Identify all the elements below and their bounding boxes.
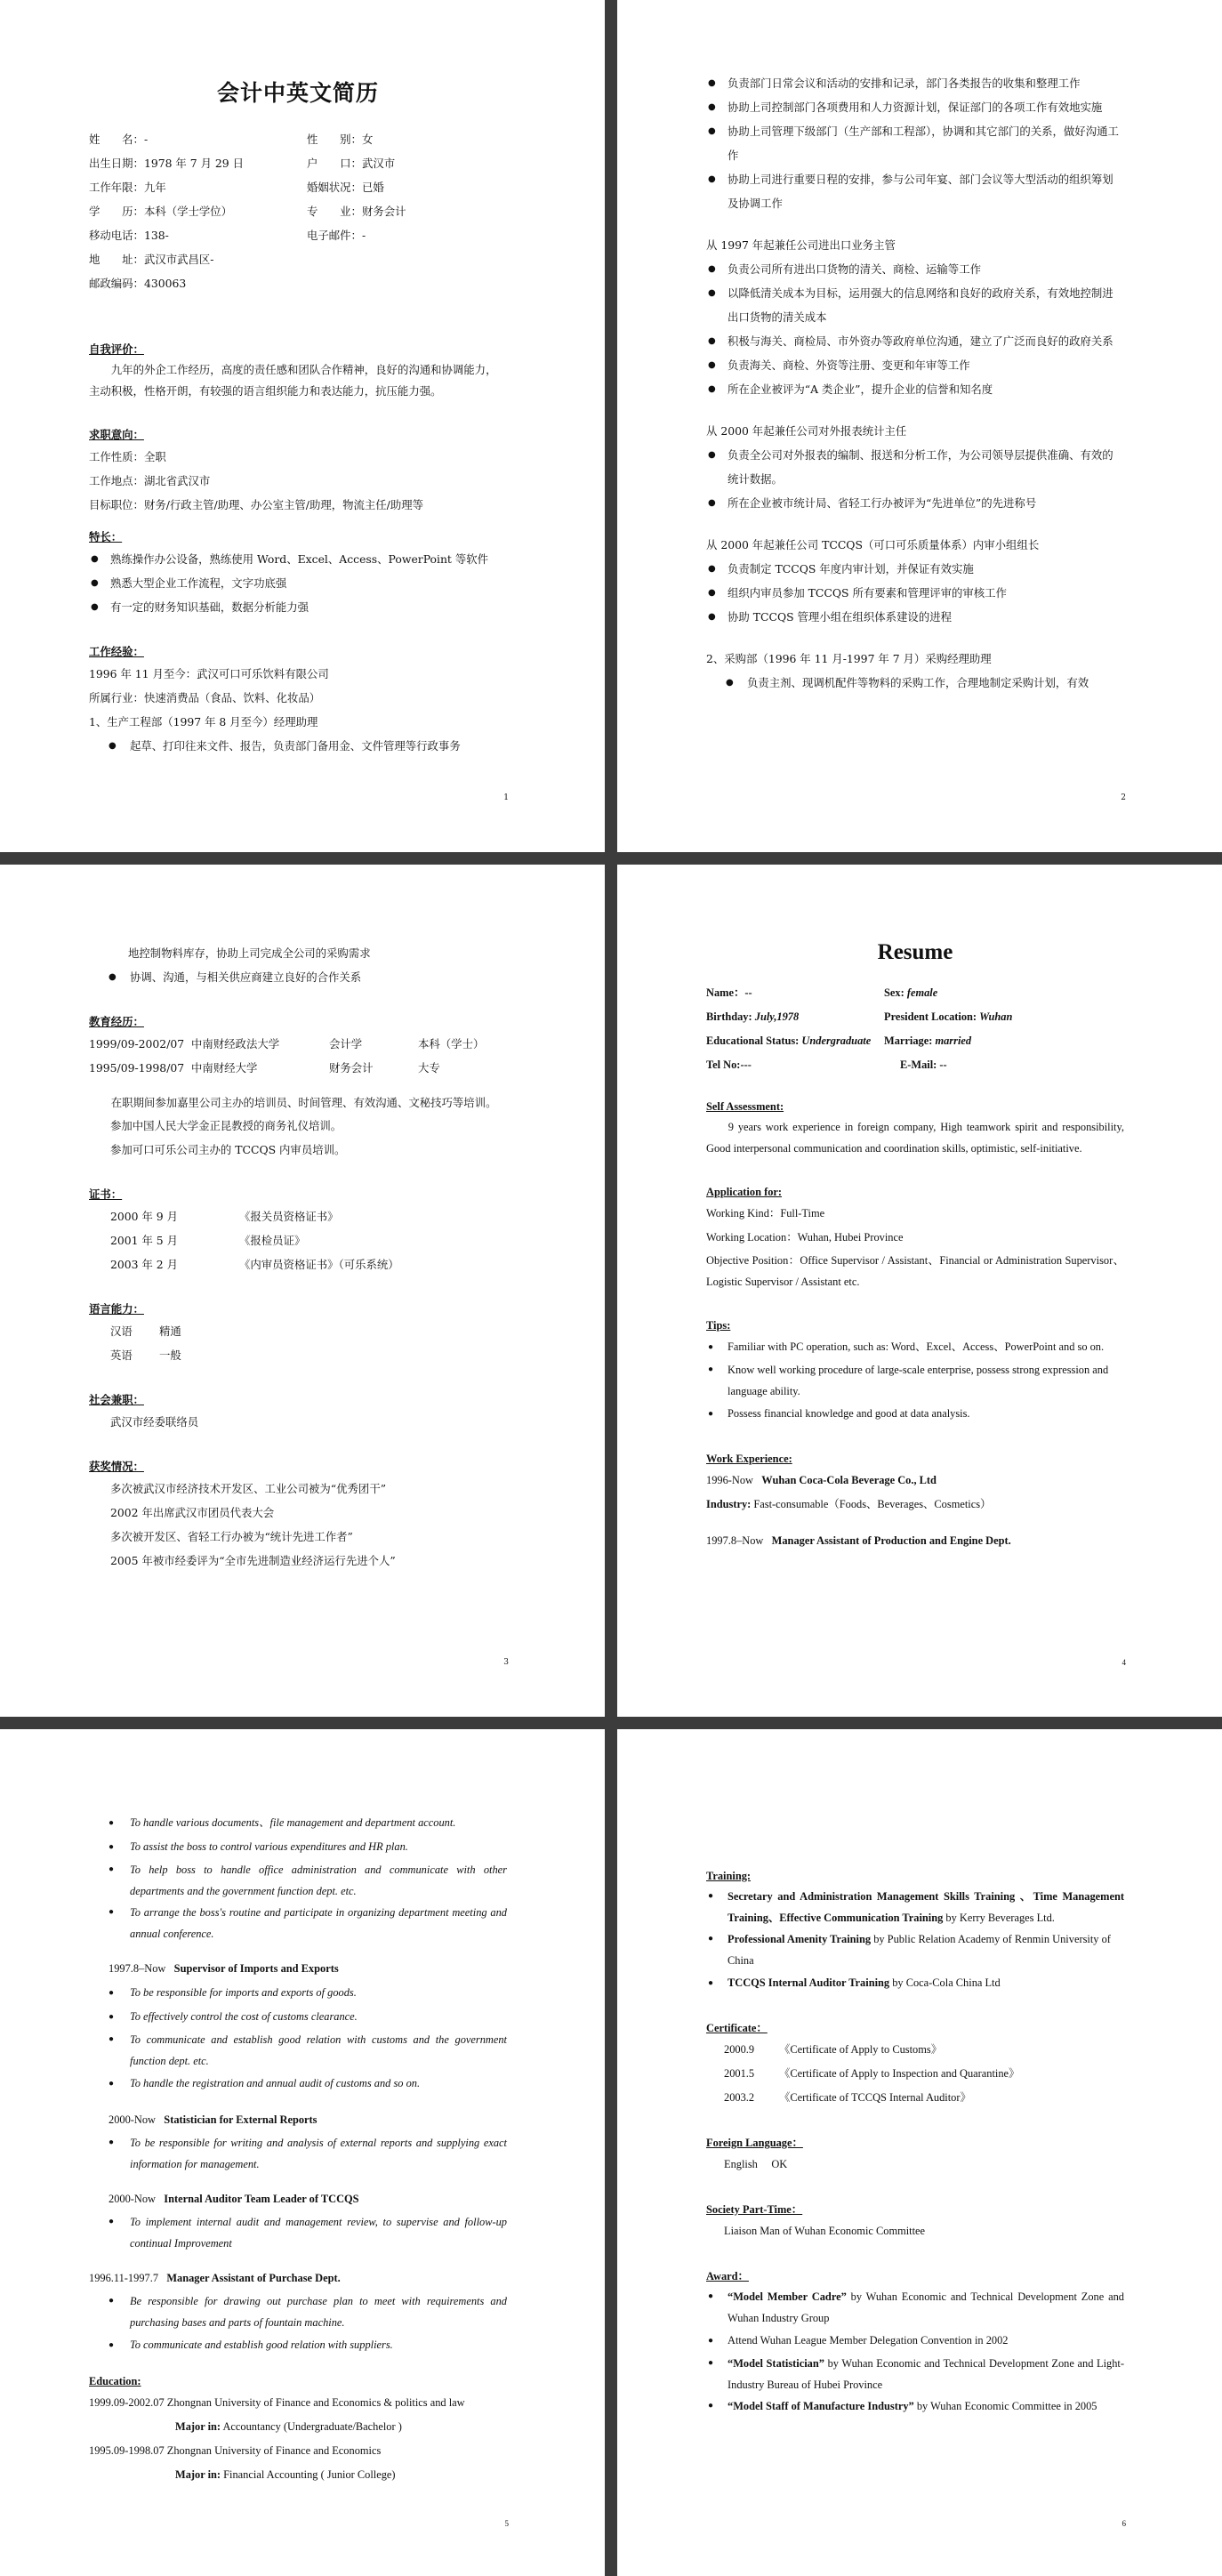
- social-heading: 社会兼职：: [89, 1393, 144, 1406]
- cert-heading: 证书：: [89, 1187, 123, 1201]
- edu-major: 财务会计: [329, 1061, 374, 1075]
- tip-item: ● Familiar with PC operation, such as: Word、Excel、Access、PowerPoint and so on.: [706, 1335, 1124, 1359]
- page-number: 6: [1122, 2519, 1126, 2528]
- language-name: 汉语: [110, 1324, 133, 1338]
- language-heading: 语言能力：: [89, 1302, 144, 1316]
- duty-item: ● To communicate and establish good relation with customs and the government function dept. etc.: [89, 2029, 507, 2072]
- birthday-value: July,1978: [754, 1010, 800, 1023]
- continued-text: 地控制物料库存，协助上司完成全公司的采购需求: [128, 946, 371, 960]
- foreign-language-heading: Foreign Language：: [706, 2137, 803, 2149]
- education-heading: 教育经历：: [89, 1015, 144, 1028]
- education-line: 1999.09-2002.07 Zhongnan University of Finance and Economics & politics and law: [89, 2396, 465, 2409]
- page-number: 5: [504, 2519, 509, 2528]
- info-degree: 学 历：本科（学士学位）: [89, 205, 233, 218]
- cert-date: 2003 年 2 月: [110, 1258, 179, 1271]
- page-number: 4: [1122, 1658, 1126, 1667]
- industry-label: Industry:: [706, 1498, 752, 1510]
- work-heading: 工作经验：: [89, 645, 144, 658]
- work-company-line: [706, 1469, 1124, 1493]
- education-heading-en: Education:: [89, 2375, 141, 2387]
- social-text: 武汉市经委联络员: [110, 1415, 199, 1429]
- personal-info-en: [706, 981, 1124, 1077]
- award-heading: Award：: [706, 2270, 749, 2282]
- duty-item: ● To handle various documents、file management and department account.: [89, 1811, 507, 1835]
- page-3: [0, 865, 605, 1717]
- duty-item: ● 协助上司控制部门各项费用和人力资源计划，保证部门的各项工作有效地实施: [706, 95, 1124, 119]
- award-name: “Model Statistician”: [728, 2357, 824, 2370]
- award-item: 多次被开发区、省轻工行办被为“统计先进工作者”: [110, 1530, 353, 1543]
- resume-title-en: Resume: [877, 940, 953, 964]
- duty-item: ● To arrange the boss's routine and participate in organizing department meeting and annual conference.: [89, 1902, 507, 1944]
- role-heading: 2、采购部（1996 年 11 月-1997 年 7 月）采购经理助理: [706, 652, 992, 665]
- marriage-value: married: [935, 1034, 972, 1047]
- edu-date: 1995/09-1998/07: [89, 1061, 185, 1075]
- work-position: Manager Assistant of Production and Engine Dept.: [771, 1534, 1011, 1547]
- work-date: 2000-Now: [109, 2193, 156, 2205]
- duty-item: ● To communicate and establish good relation with suppliers.: [89, 2333, 507, 2357]
- society-heading: Society Part-Time：: [706, 2203, 803, 2216]
- self-assessment-text: 9 years work experience in foreign company, High teamwork spirit and responsibility, Good interpersonal communication and coordination skills, optimistic, self-initiative.: [706, 1121, 1124, 1155]
- cert-row: [706, 2038, 1124, 2062]
- duty-item: ● 负责全公司对外报表的编制、报送和分析工作，为公司领导层提供准确、有效的统计数据。: [706, 443, 1124, 491]
- marriage-label: Marriage:: [884, 1034, 933, 1047]
- skills-heading: 特长：: [89, 530, 123, 543]
- education-line: 1995.09-1998.07 Zhongnan University of Finance and Economics: [89, 2444, 382, 2457]
- training-heading: Training:: [706, 1870, 752, 1882]
- name-value: --: [744, 986, 752, 999]
- cert-name: 《Certificate of Apply to Inspection and Quarantine》: [779, 2067, 1020, 2080]
- industry-line: [706, 1493, 1124, 1517]
- award-item: [706, 2286, 1124, 2329]
- page-6: [617, 1729, 1222, 2576]
- training-provider: by Kerry Beverages Ltd.: [943, 1912, 1055, 1924]
- award-name: “Model Member Cadre”: [728, 2290, 847, 2303]
- duty-item: ● 负责主剂、现调机配件等物料的采购工作，合理地制定采购计划，有效: [706, 671, 1124, 695]
- work-position: Supervisor of Imports and Exports: [173, 1962, 339, 1975]
- education-row: [89, 1056, 507, 1080]
- position-line: [89, 2108, 507, 2132]
- info-address: 地 址：武汉市武昌区-: [89, 253, 214, 266]
- info-gender: 性 别：女: [307, 133, 374, 146]
- duty-item: ● 组织内审员参加 TCCQS 所有要素和管理评审的审核工作: [706, 581, 1124, 605]
- award-source: by Wuhan Economic Committee in 2005: [913, 2400, 1097, 2412]
- training-line: 参加可口可乐公司主办的 TCCQS 内审员培训。: [110, 1143, 346, 1156]
- birthday-label: Birthday:: [706, 1010, 752, 1023]
- self-assessment-heading: Self Assessment:: [706, 1100, 784, 1113]
- work-company: Wuhan Coca-Cola Beverage Co., Ltd: [761, 1474, 937, 1486]
- language-level: 精通: [159, 1324, 181, 1338]
- cert-row: [706, 2062, 1124, 2086]
- tel-value: ---: [740, 1059, 752, 1071]
- job-intent-heading: 求职意向：: [89, 428, 144, 441]
- award-item: [706, 2353, 1124, 2395]
- duty-item: ● 协助上司进行重要日程的安排，参与公司年宴、部门会议等大型活动的组织筹划及协调工作: [706, 167, 1124, 215]
- major-value: Financial Accounting ( Junior College): [223, 2468, 396, 2481]
- tips-heading: Tips:: [706, 1319, 731, 1332]
- edu-school: 中南财经大学: [191, 1061, 258, 1075]
- foreign-language-text: English OK: [724, 2158, 788, 2170]
- personal-info: [89, 127, 507, 295]
- edu-status-label: Educational Status:: [706, 1034, 800, 1047]
- duty-item: ● 负责公司所有进出口货物的清关、商检、运输等工作: [706, 257, 1124, 281]
- awards-heading: 获奖情况：: [89, 1460, 144, 1473]
- award-item: [706, 2395, 1124, 2417]
- duty-item: ● 协助 TCCQS 管理小组在组织体系建设的进程: [706, 605, 1124, 629]
- training-provider: by Coca-Cola China Ltd: [889, 1976, 1001, 1989]
- award-item: 2002 年出席武汉市团员代表大会: [110, 1506, 275, 1519]
- application-heading: Application for:: [706, 1186, 783, 1198]
- training-line: 在职期间参加嘉里公司主办的培训员、时间管理、有效沟通、文秘技巧等培训。: [110, 1096, 497, 1109]
- info-marriage: 婚姻状况：已婚: [307, 181, 384, 194]
- duty-item: ● Be responsible for drawing out purchase plan to meet with requirements and purchasing bases and parts of fountain machine.: [89, 2290, 507, 2333]
- industry-value: Fast-consumable（Foods、Beverages、Cosmetics）: [753, 1498, 992, 1510]
- training-name: Secretary and Administration Management Skills Training 、Time Management Training、Effective Communication Training: [728, 1890, 1124, 1924]
- cert-name: 《Certificate of Apply to Customs》: [779, 2043, 943, 2056]
- application-line: Working Location：Wuhan, Hubei Province: [706, 1231, 904, 1244]
- major-line: [89, 2463, 507, 2487]
- role-heading: 从 2000 年起兼任公司 TCCQS（可口可乐质量体系）内审小组组长: [706, 538, 1040, 551]
- duty-item: ● 负责制定 TCCQS 年度内审计划，并保证有效实施: [706, 557, 1124, 581]
- application-line: Objective Position：Office Supervisor / Assistant、Financial or Administration Supervisor、Logistic Supervisor / Assistant etc.: [706, 1254, 1124, 1288]
- training-item: [706, 1971, 1124, 1995]
- sex-label: Sex:: [884, 986, 904, 999]
- edu-status-value: Undergraduate: [801, 1034, 872, 1047]
- award-name: “Model Staff of Manufacture Industry”: [728, 2400, 914, 2412]
- page-2: [617, 0, 1222, 852]
- tel-label: Tel No:: [706, 1059, 741, 1071]
- duty-item: ● To be responsible for writing and analysis of external reports and supplying exact information for management.: [89, 2132, 507, 2175]
- application-line: Working Kind：Full-Time: [706, 1207, 825, 1220]
- training-item: [706, 1928, 1124, 1971]
- work-position: Manager Assistant of Purchase Dept.: [166, 2272, 341, 2284]
- cert-row: [706, 2086, 1124, 2110]
- page-5: [0, 1729, 605, 2576]
- work-line: 1、生产工程部（1997 年 8 月至今）经理助理: [89, 715, 318, 729]
- duty-item: ● 协助上司管理下级部门（生产部和工程部），协调和其它部门的关系，做好沟通工作: [706, 119, 1124, 167]
- location-label: President Location:: [884, 1010, 977, 1023]
- cert-name: 《报检员证》: [239, 1234, 306, 1247]
- training-line: 参加中国人民大学金正昆教授的商务礼仪培训。: [110, 1119, 342, 1132]
- language-row: [89, 1343, 507, 1367]
- info-postcode: 邮政编码：430063: [89, 277, 187, 290]
- cert-name: 《内审员资格证书》（可乐系统）: [239, 1258, 399, 1271]
- training-provider: by Public Relation Academy of Renmin University of China: [728, 1933, 1111, 1967]
- duty-item: ● 负责海关、商检、外资等注册、变更和年审等工作: [706, 353, 1124, 377]
- training-name: TCCQS Internal Auditor Training: [728, 1976, 890, 1989]
- tip-item: ● Know well working procedure of large-scale enterprise, possess strong expression and language ability.: [706, 1359, 1124, 1402]
- name-label: Name：: [706, 986, 745, 999]
- duty-item: ● To be responsible for imports and exports of goods.: [89, 1981, 507, 2005]
- self-eval-text: 九年的外企工作经历，高度的责任感和团队合作精神，良好的沟通和协调能力，主动积极，性格开朗，有较强的语言组织能力和表达能力，抗压能力强。: [89, 363, 497, 398]
- cert-date: 2001.5: [724, 2067, 755, 2080]
- work-bullet: ● 起草、打印往来文件、报告，负责部门备用金、文件管理等行政事务: [89, 734, 507, 758]
- cert-date: 2001 年 5 月: [110, 1234, 179, 1247]
- education-row: [89, 1032, 507, 1056]
- position-line: [89, 2266, 507, 2290]
- page-4: [617, 865, 1222, 1717]
- duty-item: ● To effectively control the cost of customs clearance.: [89, 2005, 507, 2029]
- role-heading: 从 1997 年起兼任公司进出口业务主管: [706, 238, 896, 252]
- info-years: 工作年限：九年: [89, 181, 166, 194]
- position-line: [89, 1957, 507, 1981]
- cert-date: 2003.2: [724, 2091, 755, 2104]
- award-source: by Wuhan Economic and Technical Development Zone and Wuhan Industry Group: [728, 2290, 1124, 2324]
- info-major: 专 业：财务会计: [307, 205, 406, 218]
- edu-degree: 本科（学士）: [418, 1037, 485, 1051]
- duty-item: ● To implement internal audit and management review, to supervise and follow-up continual Improvement: [89, 2211, 507, 2254]
- duty-item: ● 所在企业被评为“A 类企业”，提升企业的信誉和知名度: [706, 377, 1124, 401]
- tip-item: ● Possess financial knowledge and good at data analysis.: [706, 1402, 1124, 1426]
- work-line: 1996 年 11 月至今：武汉可口可乐饮料有限公司: [89, 667, 329, 680]
- resume-title-cn: 会计中英文简历: [216, 80, 379, 106]
- work-date: 1996-Now: [706, 1474, 753, 1486]
- duty-item: ● To handle the registration and annual audit of customs and so on.: [89, 2072, 507, 2096]
- position-line: [89, 2187, 507, 2211]
- duty-item: ● To help boss to handle office administration and communicate with other departments and the government function dept. etc.: [89, 1859, 507, 1902]
- skill-item: ● 熟练操作办公设备，熟练使用 Word、Excel、Access、PowerPoint 等软件: [89, 547, 507, 571]
- award-item: ● Attend Wuhan League Member Delegation Convention in 2002: [706, 2329, 1124, 2353]
- duty-item: ● To assist the boss to control various expenditures and HR plan.: [89, 1835, 507, 1859]
- info-hukou: 户 口：武汉市: [307, 157, 396, 170]
- info-birth: 出生日期：1978 年 7 月 29 日: [89, 157, 245, 170]
- self-eval-heading: 自我评价：: [89, 342, 144, 356]
- duty-item: ● 所在企业被市统计局、省轻工行办被评为“先进单位”的先进称号: [706, 491, 1124, 515]
- work-date: 1996.11-1997.7: [89, 2272, 159, 2284]
- major-line: [89, 2415, 507, 2439]
- edu-school: 中南财经政法大学: [191, 1037, 280, 1051]
- cert-name: 《Certificate of TCCQS Internal Auditor》: [779, 2091, 971, 2104]
- edu-major: 会计学: [329, 1037, 363, 1051]
- major-label: Major in:: [175, 2420, 221, 2433]
- page-number: 3: [503, 1658, 509, 1667]
- duty-item: ● 积极与海关、商检局、市外资办等政府单位沟通，建立了广泛而良好的政府关系: [706, 329, 1124, 353]
- work-date: 1997.8–Now: [109, 1962, 166, 1975]
- skill-item: ● 熟悉大型企业工作流程，文字功底强: [89, 571, 507, 595]
- info-name: 姓 名：-: [89, 133, 149, 146]
- society-text: Liaison Man of Wuhan Economic Committee: [724, 2225, 926, 2237]
- edu-degree: 大专: [418, 1061, 440, 1075]
- location-value: Wuhan: [979, 1010, 1013, 1023]
- major-value: Accountancy (Undergraduate/Bachelor ): [222, 2420, 402, 2433]
- cert-row: [89, 1228, 507, 1252]
- language-name: 英语: [110, 1348, 133, 1362]
- award-item: 多次被武汉市经济技术开发区、工业公司被为“优秀团干”: [110, 1482, 387, 1495]
- work-date: 2000-Now: [109, 2113, 156, 2126]
- duty-item: ● 以降低清关成本为目标，运用强大的信息网络和良好的政府关系，有效地控制进出口货物的清关成本: [706, 281, 1124, 329]
- cert-row: [89, 1204, 507, 1228]
- skill-item: ● 有一定的财务知识基础，数据分析能力强: [89, 595, 507, 619]
- info-mobile: 移动电话：138-: [89, 229, 169, 242]
- page-1: [0, 0, 605, 852]
- work-date: 1997.8–Now: [706, 1534, 764, 1547]
- sex-value: female: [906, 986, 938, 999]
- email-label: E-Mail:: [900, 1059, 937, 1071]
- work-position: Statistician for External Reports: [164, 2113, 318, 2126]
- position-line: [706, 1529, 1124, 1553]
- duty-item: ● 协调、沟通，与相关供应商建立良好的合作关系: [89, 965, 507, 989]
- work-exp-heading: Work Experience:: [706, 1453, 792, 1465]
- certificate-heading: Certificate：: [706, 2022, 768, 2034]
- job-intent-line: 工作性质：全职: [89, 450, 166, 463]
- work-line: 所属行业：快速消费品（食品、饮料、化妆品）: [89, 691, 321, 704]
- training-item: [706, 1886, 1124, 1928]
- job-intent-line: 工作地点：湖北省武汉市: [89, 474, 211, 487]
- training-name: Professional Amenity Training: [728, 1933, 872, 1945]
- cert-row: [89, 1252, 507, 1276]
- info-email: 电子邮件：-: [307, 229, 366, 242]
- cert-name: 《报关员资格证书》: [239, 1210, 339, 1223]
- award-source: by Wuhan Economic and Technical Development Zone and Light-Industry Bureau of Hubei Province: [728, 2357, 1124, 2391]
- edu-date: 1999/09-2002/07: [89, 1037, 185, 1051]
- email-value: --: [939, 1059, 947, 1071]
- award-item: 2005 年被市经委评为“全市先进制造业经济运行先进个人”: [110, 1554, 396, 1567]
- duty-item: ● 负责部门日常会议和活动的安排和记录，部门各类报告的收集和整理工作: [706, 71, 1124, 95]
- job-intent-line: 目标职位：财务/行政主管/助理、办公室主管/助理，物流主任/助理等: [89, 498, 424, 511]
- work-position: Internal Auditor Team Leader of TCCQS: [164, 2193, 359, 2205]
- cert-date: 2000.9: [724, 2043, 755, 2056]
- page-number: 2: [1121, 793, 1126, 802]
- role-heading: 从 2000 年起兼任公司对外报表统计主任: [706, 424, 907, 438]
- language-row: [89, 1319, 507, 1343]
- page-number: 1: [503, 793, 509, 802]
- cert-date: 2000 年 9 月: [110, 1210, 179, 1223]
- language-level: 一般: [159, 1348, 181, 1362]
- major-label: Major in:: [175, 2468, 221, 2481]
